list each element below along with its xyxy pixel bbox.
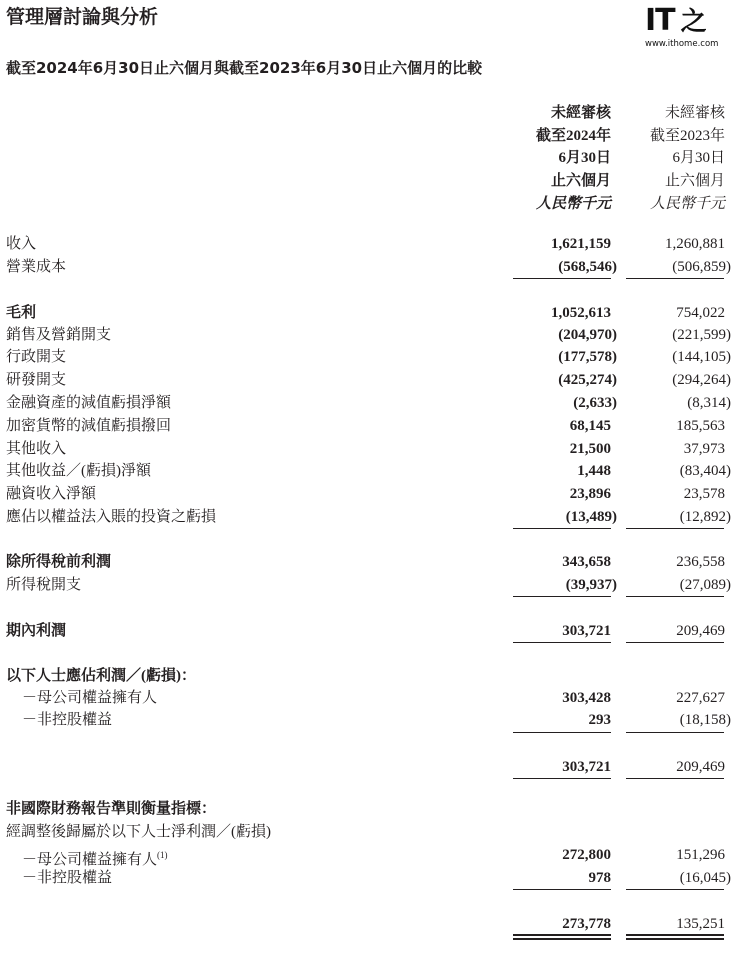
- section-subtitle: 截至2024年6月30日止六個月與截至2023年6月30日止六個月的比較: [6, 59, 483, 77]
- table-row: [0, 324, 735, 346]
- value-2024: (568,546): [558, 259, 617, 275]
- value-2024: (425,274): [558, 372, 617, 388]
- value-2023: 209,469: [676, 623, 725, 639]
- value-2024: 272,800: [562, 847, 611, 863]
- underline-rule: [513, 778, 611, 779]
- value-2023: 151,296: [676, 847, 725, 863]
- value-2023: (12,892): [679, 509, 731, 525]
- value-2023: 754,022: [676, 305, 725, 321]
- value-2024: 273,778: [562, 916, 611, 932]
- row-label: 經調整後歸屬於以下人士淨利潤／(虧損): [6, 824, 271, 840]
- footnote-marker: (1): [157, 850, 168, 860]
- row-label: 期內利潤: [6, 623, 67, 639]
- table-row: [0, 867, 735, 889]
- table-row: [0, 233, 735, 255]
- underline-rule: [626, 528, 724, 529]
- header-line: 6月30日: [672, 150, 725, 167]
- table-row: [0, 913, 735, 935]
- value-2023: 227,627: [676, 690, 725, 706]
- header-line: 止六個月: [550, 173, 611, 190]
- row-label: 銷售及營銷開支: [6, 327, 112, 343]
- underline-rule: [626, 889, 724, 890]
- value-2024: (2,633): [573, 395, 617, 411]
- value-2023: (294,264): [672, 372, 731, 388]
- table-row: [0, 506, 735, 528]
- value-2024: (13,489): [565, 509, 617, 525]
- underline-rule: [513, 642, 611, 643]
- header-line: 截至2024年: [535, 127, 611, 144]
- value-2023: (83,404): [679, 463, 731, 479]
- row-label: 其他收益／(虧損)淨額: [6, 463, 151, 479]
- value-2024: 23,896: [569, 486, 611, 502]
- underline-rule: [513, 596, 611, 597]
- value-2024: (39,937): [565, 577, 617, 593]
- header-line: 未經審核: [664, 105, 725, 121]
- row-label: －母公司權益擁有人$^{(1)}$: [22, 850, 168, 868]
- table-row: [0, 346, 735, 368]
- underline-rule: [513, 889, 611, 890]
- value-2023: 1,260,881: [665, 236, 725, 252]
- underline-rule: [513, 732, 611, 733]
- row-label: 其他收入: [6, 441, 67, 457]
- row-label: －非控股權益: [22, 870, 113, 886]
- header-line: 人民幣千元: [535, 195, 611, 212]
- table-row: [0, 844, 735, 866]
- value-2024: 978: [588, 870, 611, 886]
- table-row: [0, 665, 735, 687]
- underline-rule: [513, 938, 611, 940]
- table-row: [0, 709, 735, 731]
- header-line: 止六個月: [664, 173, 725, 190]
- underline-rule: [626, 778, 724, 779]
- row-label: 以下人士應佔利潤／(虧損)：: [6, 668, 196, 684]
- value-2024: 1,448: [577, 463, 611, 479]
- table-row: [0, 483, 735, 505]
- header-line: 未經審核: [550, 105, 611, 121]
- row-label: 營業成本: [6, 259, 67, 275]
- column-header-2023: [650, 102, 725, 216]
- table-row: [0, 302, 735, 324]
- row-label: 研發開支: [6, 372, 67, 388]
- value-2024: (177,578): [558, 349, 617, 365]
- table-row: [0, 687, 735, 709]
- value-2023: (16,045): [679, 870, 731, 886]
- page-title: 管理層討論與分析: [6, 6, 159, 28]
- table-row: [0, 821, 735, 843]
- value-2024: 303,721: [562, 623, 611, 639]
- header-line: 人民幣千元: [649, 195, 725, 212]
- value-2024: 21,500: [569, 441, 611, 457]
- row-label: －非控股權益: [22, 712, 113, 728]
- row-label: 非國際財務報告準則衡量指標：: [6, 801, 217, 817]
- table-row: [0, 460, 735, 482]
- table-row: [0, 620, 735, 642]
- logo-mark: IT 之: [645, 3, 706, 38]
- underline-rule: [513, 934, 611, 936]
- value-2024: 343,658: [562, 554, 611, 570]
- value-2024: (204,970): [558, 327, 617, 343]
- value-2024: 303,721: [562, 759, 611, 775]
- table-row: [0, 392, 735, 414]
- ithome-logo: [645, 4, 731, 54]
- underline-rule: [626, 642, 724, 643]
- table-row: [0, 798, 735, 820]
- value-2023: 37,973: [683, 441, 725, 457]
- value-2023: (27,089): [679, 577, 731, 593]
- value-2024: 303,428: [562, 690, 611, 706]
- value-2023: 135,251: [676, 916, 725, 932]
- underline-rule: [626, 938, 724, 940]
- table-row: [0, 756, 735, 778]
- column-header-2024: [536, 102, 611, 216]
- value-2023: (18,158): [679, 712, 731, 728]
- row-label: －母公司權益擁有人: [22, 690, 158, 706]
- value-2023: (506,859): [672, 259, 731, 275]
- value-2023: (221,599): [672, 327, 731, 343]
- value-2023: 185,563: [676, 418, 725, 434]
- underline-rule: [513, 528, 611, 529]
- table-row: [0, 551, 735, 573]
- value-2023: (8,314): [687, 395, 731, 411]
- row-label: 加密貨幣的減值虧損撥回: [6, 418, 172, 434]
- value-2024: 1,052,613: [551, 305, 611, 321]
- row-label: 除所得稅前利潤: [6, 554, 112, 570]
- table-row: [0, 369, 735, 391]
- row-label: 融資收入淨額: [6, 486, 97, 502]
- value-2024: 293: [588, 712, 611, 728]
- row-label: 毛利: [6, 305, 37, 321]
- row-label: 行政開支: [6, 349, 67, 365]
- header-line: 截至2023年: [649, 127, 725, 144]
- value-2024: 1,621,159: [551, 236, 611, 252]
- table-row: [0, 415, 735, 437]
- value-2024: 68,145: [569, 418, 611, 434]
- table-row: [0, 438, 735, 460]
- table-row: [0, 256, 735, 278]
- value-2023: 236,558: [676, 554, 725, 570]
- underline-rule: [626, 732, 724, 733]
- row-label: 應佔以權益法入賬的投資之虧損: [6, 509, 217, 525]
- table-row: [0, 574, 735, 596]
- underline-rule: [626, 278, 724, 279]
- row-label: 所得稅開支: [6, 577, 82, 593]
- underline-rule: [626, 934, 724, 936]
- row-label: 收入: [6, 236, 37, 252]
- underline-rule: [626, 596, 724, 597]
- row-label: 金融資產的減值虧損淨額: [6, 395, 172, 411]
- value-2023: 23,578: [683, 486, 725, 502]
- logo-url: www.ithome.com: [645, 39, 719, 49]
- header-line: 6月30日: [558, 150, 611, 167]
- value-2023: (144,105): [672, 349, 731, 365]
- value-2023: 209,469: [676, 759, 725, 775]
- underline-rule: [513, 278, 611, 279]
